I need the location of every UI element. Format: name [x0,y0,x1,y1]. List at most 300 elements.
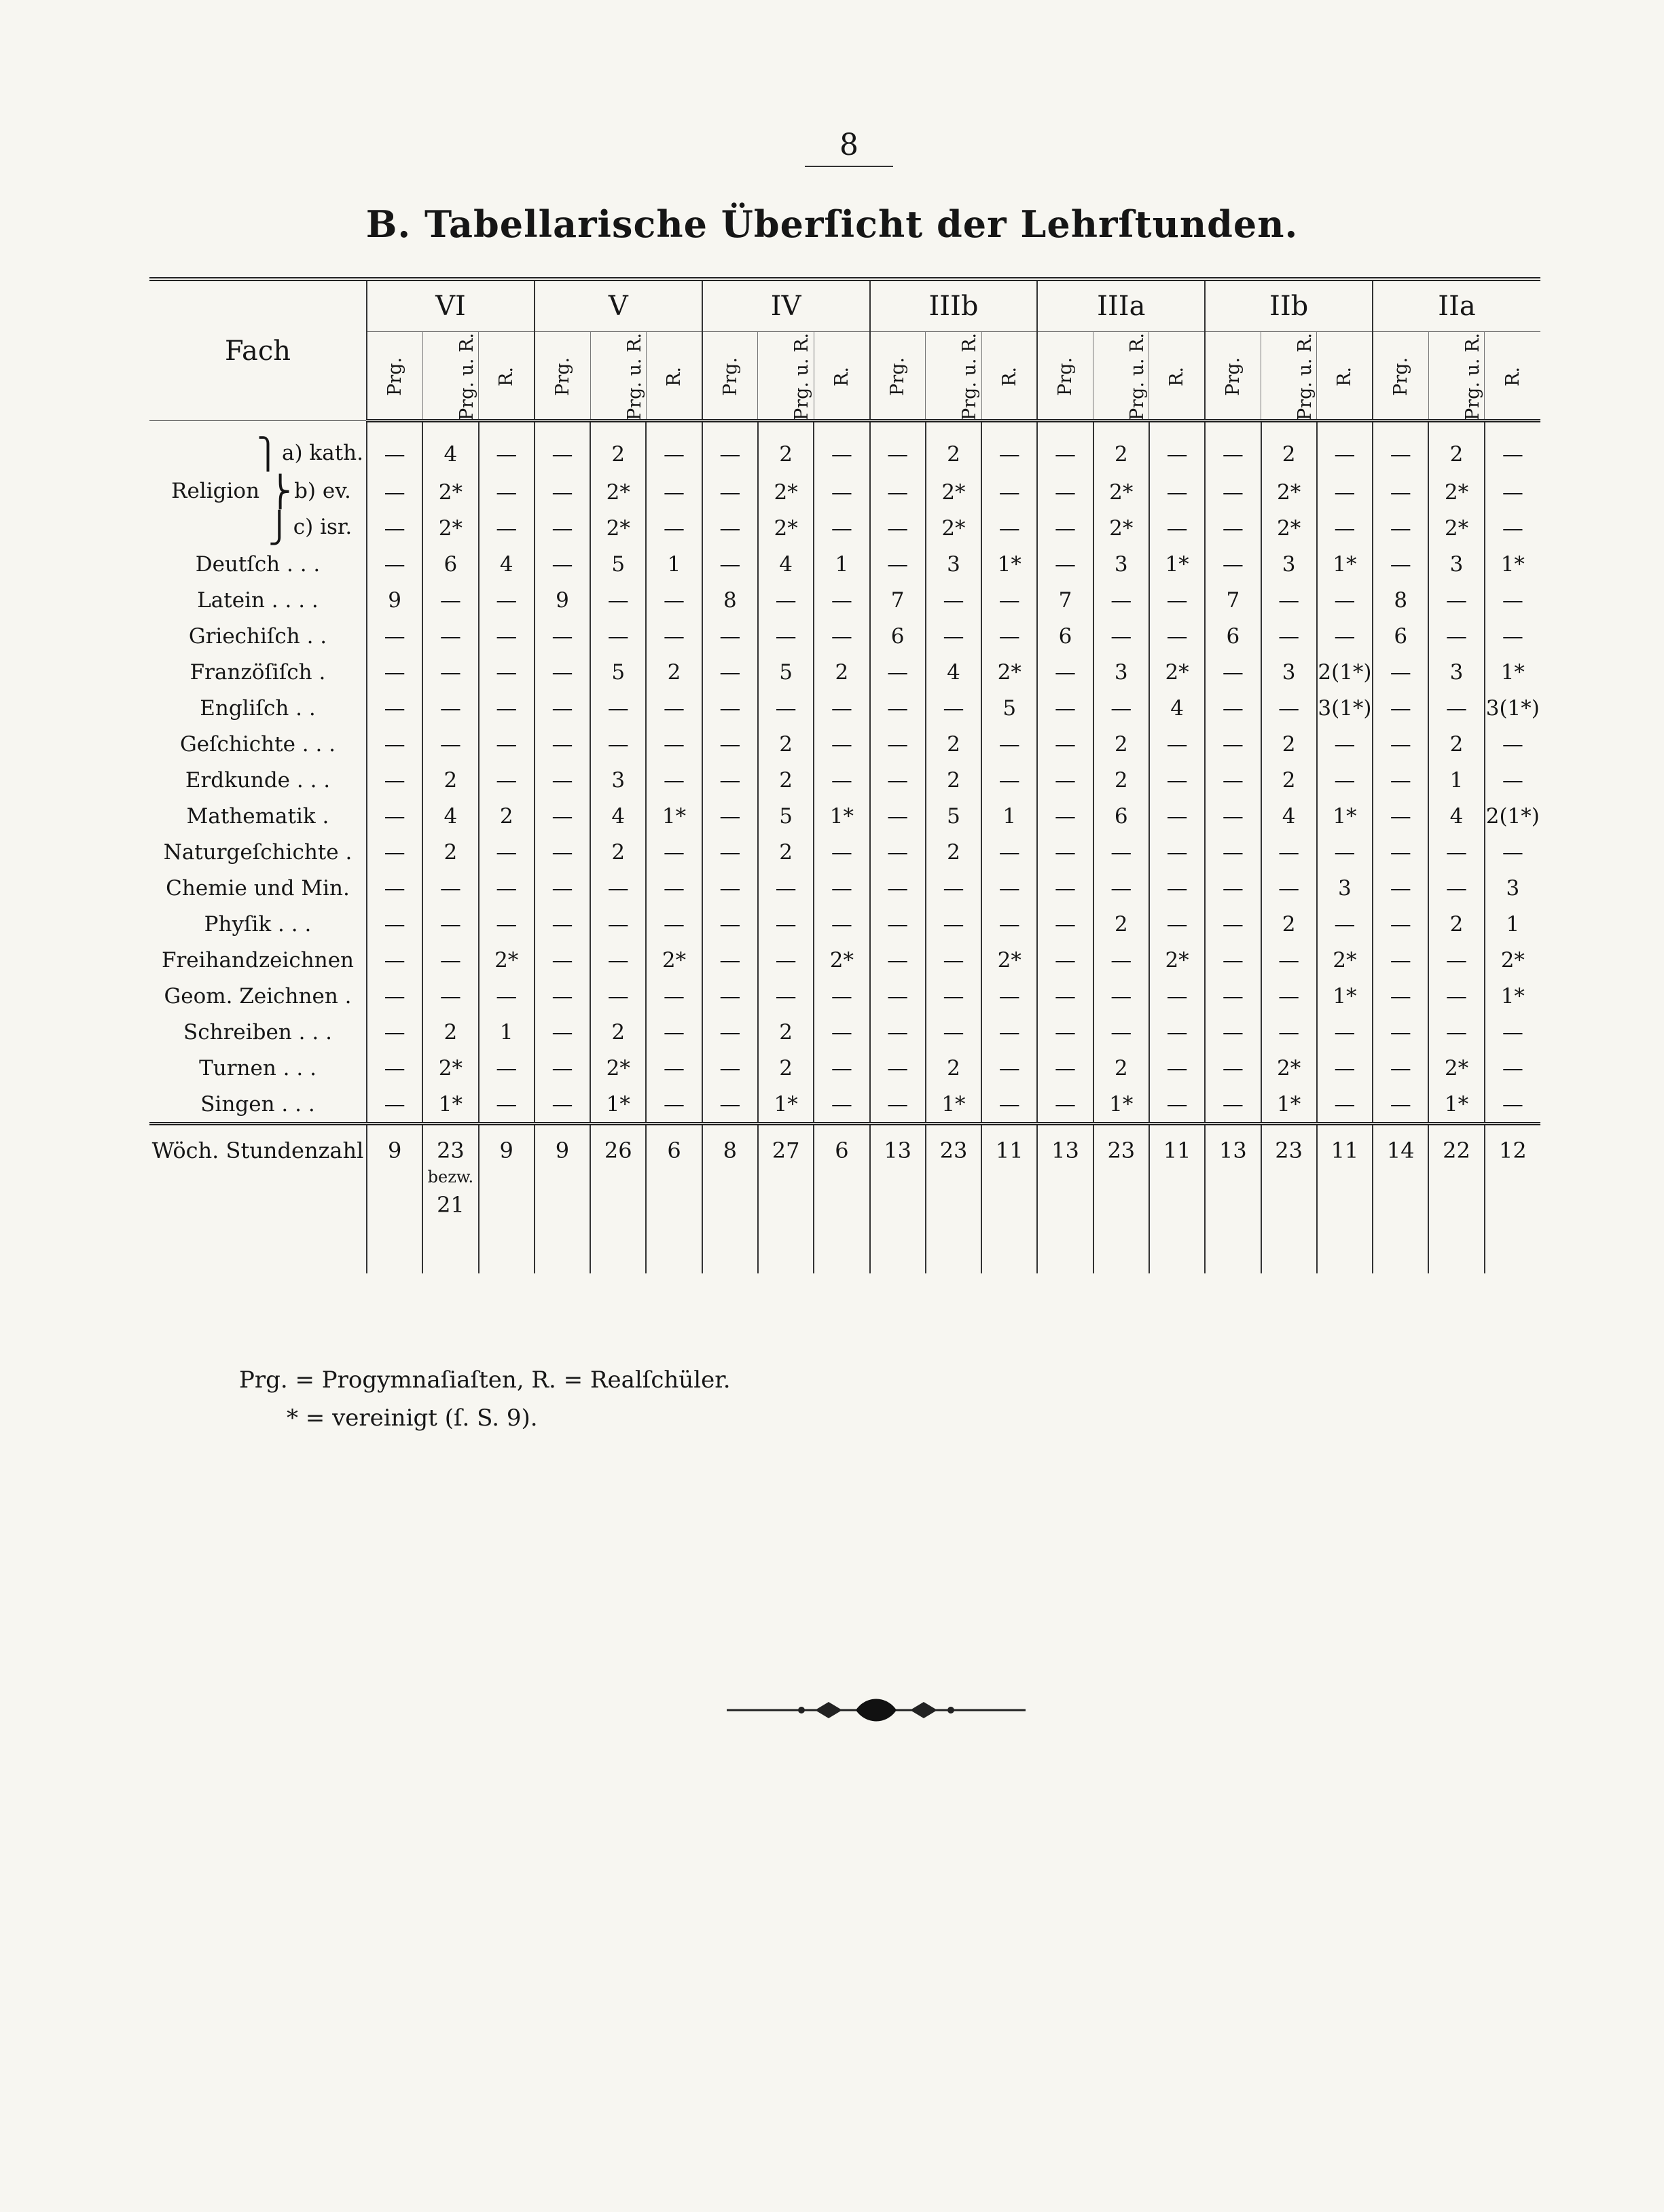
table-cell: 7 [1205,582,1261,618]
table-cell: — [367,1050,422,1086]
table-cell: — [1093,870,1149,906]
table-cell: — [590,906,646,942]
table-row [149,870,1540,906]
table-cell: — [926,582,981,618]
total-hours-cell [1485,1124,1540,1274]
table-cell: 4 [758,546,814,582]
fach-header: Fach [149,281,367,421]
table-cell: 3 [1317,870,1373,906]
table-cell: — [1149,618,1205,654]
table-cell: — [870,906,926,942]
subject-label: Naturgeſchichte . [163,839,352,865]
table-cell: — [367,834,422,870]
table-cell: — [702,1014,758,1050]
table-cell: — [1261,834,1317,870]
table-cell: — [758,978,814,1014]
table-cell: 3 [1093,546,1149,582]
subheader-label: Prg. u. R. [791,333,813,420]
table-cell: — [814,1014,869,1050]
subheader-iiib-prg-u-r [926,332,981,421]
table-cell: — [1205,1050,1261,1086]
table-cell: 2* [758,474,814,510]
subject-label: Chemie und Min. [166,875,350,901]
table-cell: 3 [1428,546,1484,582]
table-cell: — [367,546,422,582]
total-hours-cell [758,1124,814,1274]
table-cell: — [1373,474,1428,510]
table-cell: — [1205,1014,1261,1050]
subject-label: Geſchichte . . . [179,731,336,757]
table-cell: — [1037,690,1093,726]
table-cell: — [758,582,814,618]
subheader-label: R. [1166,367,1188,386]
table-cell: — [1428,834,1484,870]
table-cell: — [1205,421,1261,475]
table-cell: — [814,978,869,1014]
total-hours-cell [814,1124,869,1274]
table-cell: — [479,421,535,475]
table-cell: 2 [1093,1050,1149,1086]
table-cell: — [926,690,981,726]
table-cell: — [646,510,702,546]
table-cell: 3 [1261,546,1317,582]
subject-label [149,421,367,475]
table-cell: — [1149,870,1205,906]
table-cell: — [870,510,926,546]
subject-label: Freihandzeichnen [161,947,355,973]
table-cell: 2 [1428,906,1484,942]
table-cell: 2 [926,1050,981,1086]
table-cell: — [1149,1086,1205,1124]
table-cell: — [1037,978,1093,1014]
table-cell: — [590,942,646,978]
table-cell: — [422,582,478,618]
table-cell: — [367,798,422,834]
table-cell: — [1149,474,1205,510]
subject-label: Deutſch . . . [195,551,321,577]
table-cell: — [1037,762,1093,798]
subheader-iia-r [1485,332,1540,421]
table-cell: — [981,474,1037,510]
total-hours-value: 23 [1107,1138,1136,1163]
table-row [149,1050,1540,1086]
total-hours-cell [1428,1124,1484,1274]
subheader-label: Prg. u. R. [1462,333,1483,420]
table-cell: 9 [535,582,590,618]
grade-header-iiia: IIIa [1037,281,1205,332]
table-cell: — [535,942,590,978]
table-cell: — [1037,942,1093,978]
table-cell: 2* [1149,654,1205,690]
grade-header-iv: IV [702,281,870,332]
subject-label: Singen . . . [200,1091,315,1117]
table-cell: — [1373,1050,1428,1086]
table-cell: 2 [1428,421,1484,475]
table-cell: 1 [1428,762,1484,798]
table-cell: — [1373,762,1428,798]
table-cell: 1 [646,546,702,582]
table-cell: — [702,906,758,942]
total-hours-value: 13 [1051,1138,1079,1163]
subheader-iib-r [1317,332,1373,421]
subheader-label: R. [495,367,517,386]
table-cell: — [367,906,422,942]
table-cell: — [1261,690,1317,726]
table-cell: — [1485,726,1540,762]
table-cell: — [422,618,478,654]
table-cell: — [646,582,702,618]
table-cell: — [479,510,535,546]
table-cell: — [758,906,814,942]
table-cell: — [1205,726,1261,762]
table-cell: 2 [758,834,814,870]
table-cell: — [479,1050,535,1086]
table-cell: — [535,870,590,906]
total-hours-cell [590,1124,646,1274]
total-hours-row [149,1124,1540,1274]
table-cell: — [758,942,814,978]
table-cell: — [590,618,646,654]
table-cell: — [981,582,1037,618]
table-cell: 1* [1261,1086,1317,1124]
table-cell: — [479,654,535,690]
page-number-rule [805,166,893,167]
total-hours-value: 12 [1498,1138,1527,1163]
table-cell: — [646,906,702,942]
table-cell: — [926,1014,981,1050]
table-cell: 2 [422,762,478,798]
ornament-divider [727,1694,1026,1726]
table-cell: — [479,762,535,798]
table-cell: 2 [1093,421,1149,475]
table-cell: 3(1*) [1317,690,1373,726]
table-cell: — [535,762,590,798]
total-hours-cell [479,1124,535,1274]
total-hours-value: 27 [772,1138,800,1163]
table-cell: — [981,1014,1037,1050]
table-cell: — [702,546,758,582]
table-cell: — [1485,618,1540,654]
total-hours-value: 11 [995,1138,1024,1163]
table-cell: 1* [1149,546,1205,582]
table-row [149,421,1540,475]
table-row [149,798,1540,834]
table-cell: — [1373,654,1428,690]
table-cell: 2* [1428,474,1484,510]
table-cell: — [1317,582,1373,618]
table-cell: — [1261,870,1317,906]
table-row [149,690,1540,726]
brace-icon: ⎬ [269,475,292,509]
page-title: B. Tabellarische Überſicht der Lehrſtunden. [365,202,1299,246]
lesson-table-body [149,421,1540,1274]
table-cell: — [479,978,535,1014]
table-cell: 4 [422,798,478,834]
subheader-label: R. [998,367,1020,386]
table-cell: — [367,690,422,726]
table-cell: — [1485,510,1540,546]
religion-sublabel: c) isr. [293,515,352,539]
subheader-label: R. [831,367,852,386]
total-hours-cell [646,1124,702,1274]
table-cell: — [479,726,535,762]
lesson-table [149,281,1540,1273]
table-cell: 2* [422,1050,478,1086]
table-row [149,906,1540,942]
subject-label: Engliſch . . [200,695,316,721]
subheader-iib-prg [1205,332,1261,421]
table-cell: — [870,834,926,870]
table-cell: 2* [422,510,478,546]
table-cell: — [479,870,535,906]
total-hours-cell [1205,1124,1261,1274]
subject-label: Griechiſch . . [188,623,327,649]
table-cell: 4 [1428,798,1484,834]
total-hours-cell [1317,1124,1373,1274]
table-cell: — [367,726,422,762]
table-cell: — [814,870,869,906]
table-cell: — [1205,798,1261,834]
subject-label: Phyſik . . . [204,911,312,937]
table-cell: — [422,726,478,762]
table-cell: — [367,510,422,546]
table-cell: — [422,654,478,690]
table-cell: — [422,690,478,726]
table-cell: 1 [814,546,869,582]
table-cell: — [1373,546,1428,582]
table-cell: — [1317,510,1373,546]
table-cell: — [870,546,926,582]
table-cell: 1* [1093,1086,1149,1124]
table-cell: — [1373,510,1428,546]
table-cell: — [367,1014,422,1050]
table-cell: — [814,762,869,798]
table-cell: — [367,942,422,978]
table-cell: 4 [422,421,478,475]
table-cell: — [1485,582,1540,618]
table-cell: — [590,582,646,618]
grade-header-v: V [535,281,702,332]
table-cell: — [535,654,590,690]
table-row [149,978,1540,1014]
table-cell: — [702,474,758,510]
total-hours-value: 11 [1331,1138,1359,1163]
table-cell: — [1205,1086,1261,1124]
table-cell: 5 [590,546,646,582]
subheader-vi-prg-u-r [422,332,478,421]
table-cell: — [1205,942,1261,978]
table-cell: — [814,510,869,546]
table-cell: — [1093,942,1149,978]
table-cell: — [535,546,590,582]
table-cell: — [367,654,422,690]
table-cell: — [1037,510,1093,546]
subheader-vi-prg [367,332,422,421]
table-cell: — [981,726,1037,762]
table-cell: — [1428,582,1484,618]
table-cell: — [367,618,422,654]
subheader-label: R. [1334,367,1356,386]
table-cell: — [1317,762,1373,798]
table-cell: — [702,654,758,690]
table-cell: 2(1*) [1485,798,1540,834]
table-cell: — [981,870,1037,906]
table-cell: — [1485,474,1540,510]
table-cell: 2 [479,798,535,834]
subheader-label: Prg. u. R. [623,333,645,420]
table-cell: — [870,870,926,906]
table-cell: 2 [646,654,702,690]
table-cell: — [702,942,758,978]
table-cell: — [702,421,758,475]
table-cell: — [758,870,814,906]
table-cell: — [479,474,535,510]
table-cell: — [702,798,758,834]
table-cell: 2 [1261,421,1317,475]
table-cell: — [1261,582,1317,618]
table-cell: — [1037,474,1093,510]
table-cell: — [422,870,478,906]
table-cell: 4 [1149,690,1205,726]
bezw-note: bezw. [427,1167,474,1186]
table-cell: — [758,690,814,726]
table-cell: 3 [1428,654,1484,690]
table-cell: 1* [1317,798,1373,834]
table-cell: 4 [590,798,646,834]
grade-header-vi: VI [367,281,535,332]
total-hours-cell [1037,1124,1093,1274]
table-cell: — [479,906,535,942]
table-cell: 2* [926,510,981,546]
table-cell: — [870,942,926,978]
table-cell: — [646,870,702,906]
table-cell: 1* [981,546,1037,582]
table-cell: — [1428,690,1484,726]
table-cell: 2* [646,942,702,978]
total-hours-cell [702,1124,758,1274]
table-cell: 3 [1261,654,1317,690]
table-cell: 8 [1373,582,1428,618]
table-cell: — [1373,798,1428,834]
table-cell: — [702,870,758,906]
table-cell: — [1261,978,1317,1014]
subheader-label: Prg. u. R. [1127,333,1148,420]
table-cell: — [1205,978,1261,1014]
table-cell: — [1093,690,1149,726]
table-cell: — [702,618,758,654]
subheader-iib-prg-u-r [1261,332,1317,421]
table-cell: — [535,798,590,834]
table-cell: — [814,582,869,618]
table-cell: 9 [367,582,422,618]
table-cell: — [981,834,1037,870]
table-cell: — [870,798,926,834]
subheader-label: Prg. [1223,357,1244,396]
subject-label: Turnen . . . [199,1055,316,1081]
table-cell: — [479,834,535,870]
table-cell: — [646,1050,702,1086]
subheader-label: Prg. u. R. [959,333,981,420]
lesson-table-container [149,277,1540,1273]
table-cell: — [926,978,981,1014]
table-cell: — [1037,726,1093,762]
brace-icon: ⎭ [268,511,291,545]
table-cell: — [479,582,535,618]
subject-label [149,510,367,546]
table-cell: — [1373,690,1428,726]
table-cell: 5 [758,654,814,690]
table-cell: — [1037,906,1093,942]
table-cell: 1* [1428,1086,1484,1124]
table-cell: 1* [926,1086,981,1124]
subheader-iia-prg [1373,332,1428,421]
table-cell: 2* [590,1050,646,1086]
subheader-v-prg-u-r [590,332,646,421]
table-cell: — [1037,1050,1093,1086]
total-hours-value: 11 [1163,1138,1191,1163]
table-cell: 2 [590,1014,646,1050]
table-cell: — [367,978,422,1014]
table-cell: — [1149,726,1205,762]
table-cell: 3 [1093,654,1149,690]
table-cell: — [870,474,926,510]
table-cell: 2 [1093,726,1149,762]
table-cell: — [646,762,702,798]
total-hours-value: 23 [437,1138,465,1163]
table-cell: 2 [926,834,981,870]
table-cell: — [1149,1050,1205,1086]
table-cell: 5 [926,798,981,834]
total-hours-cell [367,1124,422,1274]
table-cell: 2* [926,474,981,510]
table-cell: — [870,690,926,726]
table-cell: 2* [1428,1050,1484,1086]
table-row [149,834,1540,870]
subheader-label: Prg. [887,357,909,396]
subheader-iiib-prg [870,332,926,421]
subheader-iv-r [814,332,869,421]
subheader-label: Prg. u. R. [456,333,477,420]
table-cell: 2 [1261,726,1317,762]
table-cell: — [1373,906,1428,942]
table-cell: — [1149,1014,1205,1050]
table-cell: 6 [1205,618,1261,654]
table-cell: — [1317,474,1373,510]
table-cell: — [814,618,869,654]
table-row [149,942,1540,978]
table-cell: — [1093,978,1149,1014]
total-hours-cell [870,1124,926,1274]
table-cell: — [814,1050,869,1086]
table-cell: 1* [814,798,869,834]
religion-sublabel: b) ev. [294,479,351,503]
table-cell: — [1317,618,1373,654]
table-cell: 2 [590,834,646,870]
table-cell: 2 [926,762,981,798]
table-cell: — [367,870,422,906]
table-cell: — [1485,762,1540,798]
subheader-label: R. [1502,367,1523,386]
table-cell: — [926,906,981,942]
table-cell: 2* [1149,942,1205,978]
table-cell: 2* [981,942,1037,978]
subheader-label: Prg. [551,357,573,396]
table-cell: — [1317,421,1373,475]
table-cell: — [422,942,478,978]
total-hours-cell [1149,1124,1205,1274]
table-cell: 6 [870,618,926,654]
table-cell: — [535,474,590,510]
